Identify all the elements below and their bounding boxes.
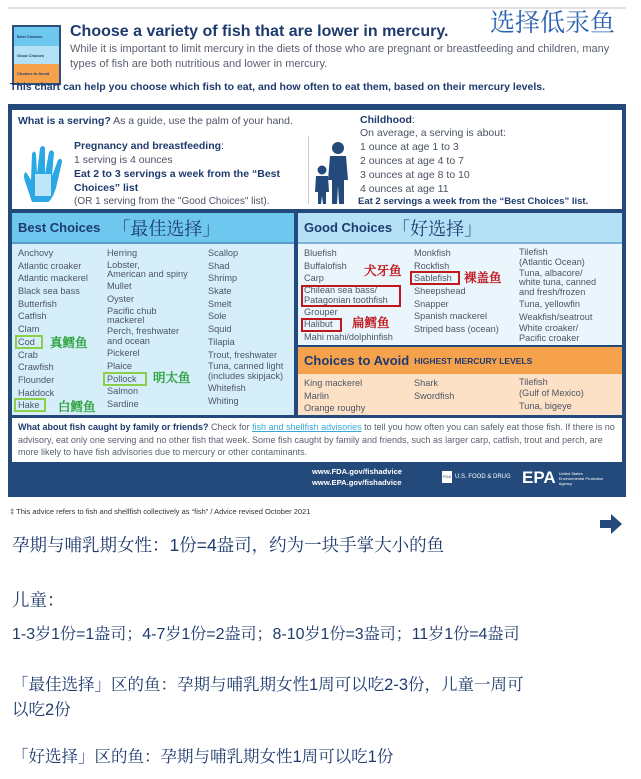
fish-item: Tuna, yellowfin <box>519 298 580 309</box>
caught-title: What about fish caught by family or friends? <box>18 422 209 432</box>
fish-item: Buffalofish <box>304 260 347 271</box>
fish-item: Haddock <box>18 387 55 398</box>
childhood-avg: On average, a serving is about: <box>360 127 506 139</box>
fish-item: Shark <box>414 378 439 388</box>
intro-text: While it is important to limit mercury in the diets of those who are pregnant or breastfeeding and children, many types of fish are both nutritious and lower in mercury. <box>70 43 610 70</box>
fish-item: Squid <box>208 324 232 335</box>
good-col-3 <box>519 248 596 345</box>
avoid-col-3 <box>519 377 584 412</box>
epa-logo: EPA United States Environmental Protection Agency <box>522 468 604 487</box>
fish-item: Plaice <box>107 360 133 371</box>
fish-item: Clam <box>18 324 40 335</box>
fish-item: Black sea bass <box>18 286 80 297</box>
fish-chart-logo <box>12 25 61 85</box>
pregnancy-serving: 1 serving is 4 ounces <box>74 154 173 166</box>
fish-item: Spanish mackerel <box>414 311 488 322</box>
fish-item: Tuna, canned light (includes skipjack) <box>208 361 284 381</box>
best-col-1 <box>18 248 88 413</box>
fish-item: Crawfish <box>18 362 54 373</box>
choices-to-avoid-section <box>298 347 622 415</box>
fish-item: Carp <box>304 273 324 284</box>
fish-item: Whiting <box>208 395 239 406</box>
fish-item: Hake <box>18 400 40 411</box>
pregnancy-eat: Eat 2 to 3 servings a week from the “Best Choices” list <box>74 168 280 194</box>
fish-item: Pickerel <box>107 348 140 359</box>
fish-item: King mackerel <box>304 378 363 388</box>
note-children-title-cn: 儿童： <box>12 590 65 610</box>
best-choices-title-cn: 「最佳选择」 <box>112 218 221 239</box>
note-cod: 真鳕鱼 <box>50 336 88 350</box>
best-col-3 <box>208 248 283 408</box>
note-toothfish: 犬牙鱼 <box>364 264 402 278</box>
childhood-age-item: 4 ounces at age 11 <box>360 183 449 195</box>
fish-item: Snapper <box>414 298 449 309</box>
avoid-col-2 <box>414 377 454 402</box>
fish-item: Halibut <box>304 319 333 330</box>
pregnancy-title: Pregnancy and breastfeeding <box>74 140 222 152</box>
fish-item: Skate <box>208 286 232 297</box>
fish-item: Shad <box>208 260 230 271</box>
fish-item: Sablefish <box>414 273 452 284</box>
serving-section: What is a serving? As a guide, use the palm of your hand. Pregnancy and breastfeeding: 1 serving is 4 ounces Eat 2 to 3 servings a week from the “Best Choices” list (OR 1 serving from the "Good Choices" list). Childhood: On average, a serving is about: 1 ounce at age 1 to 3 2 ounces at age 4 to 7 3 ounces at age 8 to 10 4 ounces at age 11 Eat 2 servings a week from the “Best Choices” list. <box>12 110 622 209</box>
serving-guide: As a guide, use the palm of your hand. <box>110 115 293 127</box>
best-col-2 <box>107 248 188 412</box>
fish-item: Swordfish <box>414 390 455 401</box>
fish-item: Bluefish <box>304 248 337 258</box>
page-title: Choose a variety of fish that are lower in mercury. <box>70 23 449 40</box>
fish-item: Whitefish <box>208 382 246 393</box>
fish-item: Tuna, albacore/ white tuna, canned and fresh/frozen <box>519 267 597 297</box>
fish-item: Anchovy <box>18 248 54 258</box>
highlight-toothfish <box>301 285 401 307</box>
note-sablefish: 裸盖鱼 <box>464 271 502 285</box>
children-icon <box>312 140 352 206</box>
fda-logo: FDA U.S. FOOD & DRUG <box>442 471 511 483</box>
fish-item: Shrimp <box>208 273 238 284</box>
fish-item: Pacific chub mackerel <box>107 305 157 326</box>
page-title-cn: 选择低汞鱼 <box>490 9 616 37</box>
fish-item: Sardine <box>107 398 139 409</box>
next-arrow-icon[interactable] <box>600 514 622 534</box>
advisories-link[interactable]: fish and shellfish advisories <box>252 422 362 432</box>
fish-item: Grouper <box>304 306 338 317</box>
serving-question: What is a serving? <box>18 115 111 127</box>
logo-avoid: Choices to Avoid <box>14 64 59 83</box>
fish-item: Pollock <box>107 373 137 384</box>
hand-icon <box>18 144 68 204</box>
fish-item: Catfish <box>18 311 47 322</box>
logo-good: Good Choices <box>14 46 59 65</box>
fish-item: Weakfish/seatrout <box>519 311 593 322</box>
highlight-hake <box>14 398 46 412</box>
divider <box>308 136 309 204</box>
fish-item: Flounder <box>18 374 55 385</box>
fish-item: White croaker/ Pacific croaker <box>519 323 580 343</box>
best-choices-title: Best Choices <box>18 220 101 235</box>
fish-item: Smelt <box>208 298 232 309</box>
fish-item: Orange roughy <box>304 403 366 413</box>
fish-item: Lobster, American and spiny <box>107 259 188 280</box>
fish-item: Tilapia <box>208 336 235 347</box>
fish-item: Marlin <box>304 390 330 401</box>
childhood-eat: Eat 2 servings a week from the “Best Choices” list. <box>358 196 589 207</box>
fish-item: Perch, freshwater and ocean <box>107 326 179 346</box>
note-pregnancy-cn: 孕期与哺乳期女性：1份=4盎司，约为一块手掌大小的鱼 <box>12 535 445 555</box>
note-best-cn: 「最佳选择」区的鱼：孕期与哺乳期女性1周可以吃2-3份，儿童一周可 <box>12 676 524 694</box>
note-halibut: 扁鳕鱼 <box>352 316 390 330</box>
fish-item: Sole <box>208 311 227 322</box>
fish-item: Atlantic mackerel <box>18 273 88 284</box>
note-pollock: 明太鱼 <box>153 371 191 385</box>
note-children-cn: 1-3岁1份=1盎司；4-7岁1份=2盎司；8-10岁1份=3盎司；11岁1份=4盎司 <box>12 626 520 643</box>
footer <box>12 462 622 495</box>
fish-item: Atlantic croaker <box>18 260 82 271</box>
good-col-2 <box>414 248 499 337</box>
avoid-col-1 <box>304 377 365 415</box>
fish-item: Herring <box>107 248 138 258</box>
fish-item: Scallop <box>208 248 239 258</box>
footnote: ‡ This advice refers to fish and shellfish collectively as “fish” / Advice revised October 2021 <box>10 507 311 516</box>
lead-text: This chart can help you choose which fish to eat, and how often to eat them, based on their mercury levels. <box>10 81 546 93</box>
fish-item: Trout, freshwater <box>208 349 278 360</box>
fish-item: Monkfish <box>414 248 451 258</box>
fish-item: Mullet <box>107 281 132 292</box>
highlight-pollock <box>103 372 147 386</box>
note-hake: 白鳕鱼 <box>58 400 96 414</box>
fish-item: Oyster <box>107 294 135 305</box>
childhood-title: Childhood <box>360 114 412 126</box>
highlight-cod <box>15 335 43 349</box>
childhood-age-item: 3 ounces at age 8 to 10 <box>360 169 470 181</box>
fish-item: Tuna, bigeye <box>519 400 572 411</box>
fda-url[interactable]: www.FDA.gov/fishadvice <box>312 467 403 476</box>
highlight-halibut <box>301 318 342 332</box>
childhood-age-item: 1 ounce at age 1 to 3 <box>360 141 459 153</box>
fish-item: Sheepshead <box>414 286 466 297</box>
fish-item: Cod <box>18 336 35 347</box>
note-best-cn-cont: 以吃2份 <box>12 701 71 719</box>
good-choices-section <box>298 213 622 345</box>
logo-best: Best Choices <box>14 27 59 46</box>
avoid-subtitle: HIGHEST MERCURY LEVELS <box>414 355 533 366</box>
good-choices-title: Good Choices <box>304 220 393 235</box>
fish-item: Crab <box>18 349 38 360</box>
epa-url[interactable]: www.EPA.gov/fishadvice <box>312 478 402 487</box>
fish-item: Tilefish (Atlantic Ocean) <box>519 247 585 267</box>
fish-item: Striped bass (ocean) <box>414 324 499 335</box>
note-good-cn: 「好选择」区的鱼：孕期与哺乳期女性1周可以吃1份 <box>12 748 394 766</box>
good-choices-title-cn: 「好选择」 <box>392 218 483 239</box>
childhood-age-item: 2 ounces at age 4 to 7 <box>360 155 464 167</box>
avoid-title: Choices to Avoid <box>304 353 410 368</box>
fish-item: Chilean sea bass/ Patagonian toothfish <box>304 285 388 305</box>
fish-item: Rockfish <box>414 260 450 271</box>
fish-item: Tilefish (Gulf of Mexico) <box>519 377 584 398</box>
pregnancy-or: (OR 1 serving from the "Good Choices" list). <box>74 196 270 207</box>
fish-item: Salmon <box>107 386 139 397</box>
caught-fish-section: What about fish caught by family or friends? Check for fish and shellfish advisories to tell you how often you can safely eat those fish. If there is no advisory, eat only one serving and no other fish that week. Some fish caught by family and friends, such as larger carp, catfish, trout and perch, are more likely to have fish advisories due to mercury or other contaminants. <box>12 418 622 462</box>
fish-item: Butterfish <box>18 298 57 309</box>
fish-item: Mahi mahi/dolphinfish <box>304 332 393 343</box>
highlight-sablefish <box>410 271 460 285</box>
